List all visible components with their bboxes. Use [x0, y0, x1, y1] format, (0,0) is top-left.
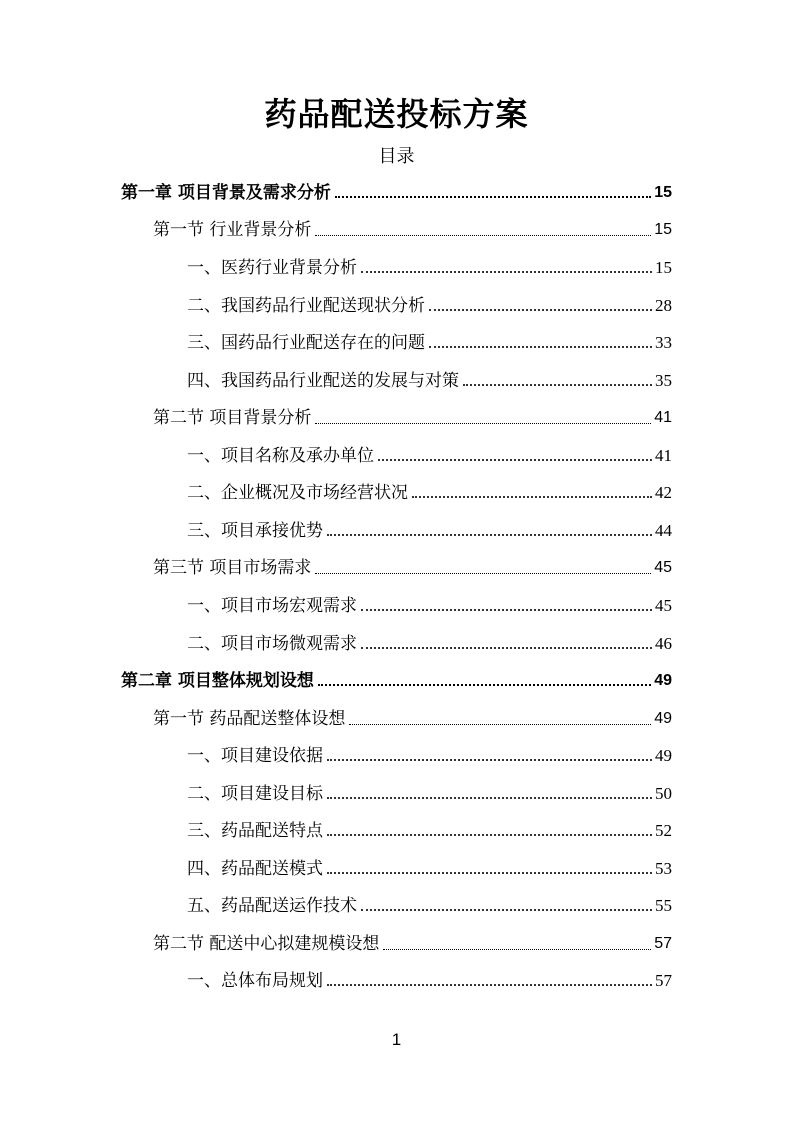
toc-entry-page: 45 [654, 559, 672, 576]
dot-leader [378, 459, 652, 461]
toc-entry-label: 四、药品配送模式 [187, 859, 323, 879]
dot-leader [315, 573, 651, 574]
toc-item[interactable] [187, 963, 672, 993]
toc-entry-page: 46 [655, 634, 672, 653]
toc-item[interactable] [187, 738, 672, 768]
dot-leader [361, 271, 652, 273]
toc-entry-label: 三、药品配送特点 [187, 821, 323, 841]
toc-entry-label: 三、项目承接优势 [187, 521, 323, 541]
toc-item[interactable] [187, 513, 672, 543]
dot-leader [327, 534, 652, 536]
dot-leader [412, 496, 652, 498]
dot-leader [361, 609, 652, 611]
toc-entry-page: 45 [655, 596, 672, 615]
page-number: 1 [391, 1030, 402, 1049]
dot-leader [429, 309, 652, 311]
toc-entry-label: 四、我国药品行业配送的发展与对策 [187, 371, 459, 391]
toc-entry-page: 35 [655, 371, 672, 390]
toc-item[interactable] [187, 438, 672, 468]
dot-leader [315, 235, 651, 236]
toc-item[interactable] [187, 475, 672, 505]
toc-entry-page: 15 [655, 258, 672, 277]
toc-entry-page: 15 [654, 184, 672, 201]
toc-item[interactable] [187, 776, 672, 806]
toc-entry-page: 42 [655, 483, 672, 502]
toc-section-1-1[interactable] [153, 212, 672, 242]
dot-leader [315, 423, 651, 424]
toc-item[interactable] [187, 588, 672, 618]
toc-entry-label: 第一节 药品配送整体设想 [153, 709, 346, 729]
toc-entry-page: 55 [655, 896, 672, 915]
toc-entry-page: 41 [655, 446, 672, 465]
toc-item[interactable] [187, 288, 672, 318]
toc-entry-label: 第二节 配送中心拟建规模设想 [153, 934, 380, 954]
dot-leader [429, 346, 652, 348]
toc-entry-label: 第一章 项目背景及需求分析 [121, 183, 331, 203]
toc-item[interactable] [187, 325, 672, 355]
toc-entry-page: 52 [655, 821, 672, 840]
toc-section-2-1[interactable] [153, 701, 672, 731]
toc-entry-label: 一、医药行业背景分析 [187, 258, 357, 278]
toc-entry-page: 57 [654, 935, 672, 952]
toc-section-2-2[interactable] [153, 926, 672, 956]
dot-leader [361, 647, 652, 649]
toc-entry-label: 一、项目名称及承办单位 [187, 446, 374, 466]
toc-entry-page: 49 [654, 672, 672, 689]
toc-item[interactable] [187, 851, 672, 881]
toc-heading: 目录 [378, 146, 415, 167]
toc-item[interactable] [187, 363, 672, 393]
dot-leader [335, 196, 651, 198]
toc-entry-label: 三、国药品行业配送存在的问题 [187, 333, 425, 353]
toc-entry-label: 五、药品配送运作技术 [187, 896, 357, 916]
toc-entry-label: 第二章 项目整体规划设想 [121, 671, 314, 691]
dot-leader [349, 724, 651, 725]
dot-leader [463, 384, 652, 386]
toc-entry-page: 49 [655, 746, 672, 765]
toc-entry-page: 49 [654, 710, 672, 727]
toc-entry-page: 53 [655, 859, 672, 878]
toc-entry-page: 44 [655, 521, 672, 540]
toc-item[interactable] [187, 250, 672, 280]
document-title: 药品配送投标方案 [264, 95, 529, 133]
toc-entry-page: 28 [655, 296, 672, 315]
toc-entry-label: 二、项目建设目标 [187, 784, 323, 804]
dot-leader [383, 949, 651, 950]
toc-entry-label: 一、总体布局规划 [187, 971, 323, 991]
toc-entry-label: 二、我国药品行业配送现状分析 [187, 296, 425, 316]
toc-entry-label: 二、项目市场微观需求 [187, 634, 357, 654]
dot-leader [327, 759, 652, 761]
toc-item[interactable] [187, 888, 672, 918]
toc-entry-label: 一、项目建设依据 [187, 746, 323, 766]
toc-item[interactable] [187, 813, 672, 843]
toc-entry-label: 第三节 项目市场需求 [153, 558, 312, 578]
toc-entry-label: 一、项目市场宏观需求 [187, 596, 357, 616]
dot-leader [327, 984, 652, 986]
toc-chapter-1[interactable] [121, 175, 672, 205]
dot-leader [327, 797, 652, 799]
toc-entry-label: 二、企业概况及市场经营状况 [187, 483, 408, 503]
dot-leader [327, 872, 652, 874]
toc-entry-page: 15 [654, 221, 672, 238]
toc-entry-page: 41 [654, 409, 672, 426]
toc-entry-label: 第二节 项目背景分析 [153, 408, 312, 428]
toc-entry-page: 57 [655, 971, 672, 990]
toc-chapter-2[interactable] [121, 663, 672, 693]
toc-entry-page: 50 [655, 784, 672, 803]
toc-section-1-3[interactable] [153, 550, 672, 580]
dot-leader [318, 684, 651, 686]
dot-leader [361, 909, 652, 911]
toc-section-1-2[interactable] [153, 400, 672, 430]
toc-item[interactable] [187, 626, 672, 656]
toc-entry-label: 第一节 行业背景分析 [153, 220, 312, 240]
dot-leader [327, 834, 652, 836]
toc-entry-page: 33 [655, 333, 672, 352]
